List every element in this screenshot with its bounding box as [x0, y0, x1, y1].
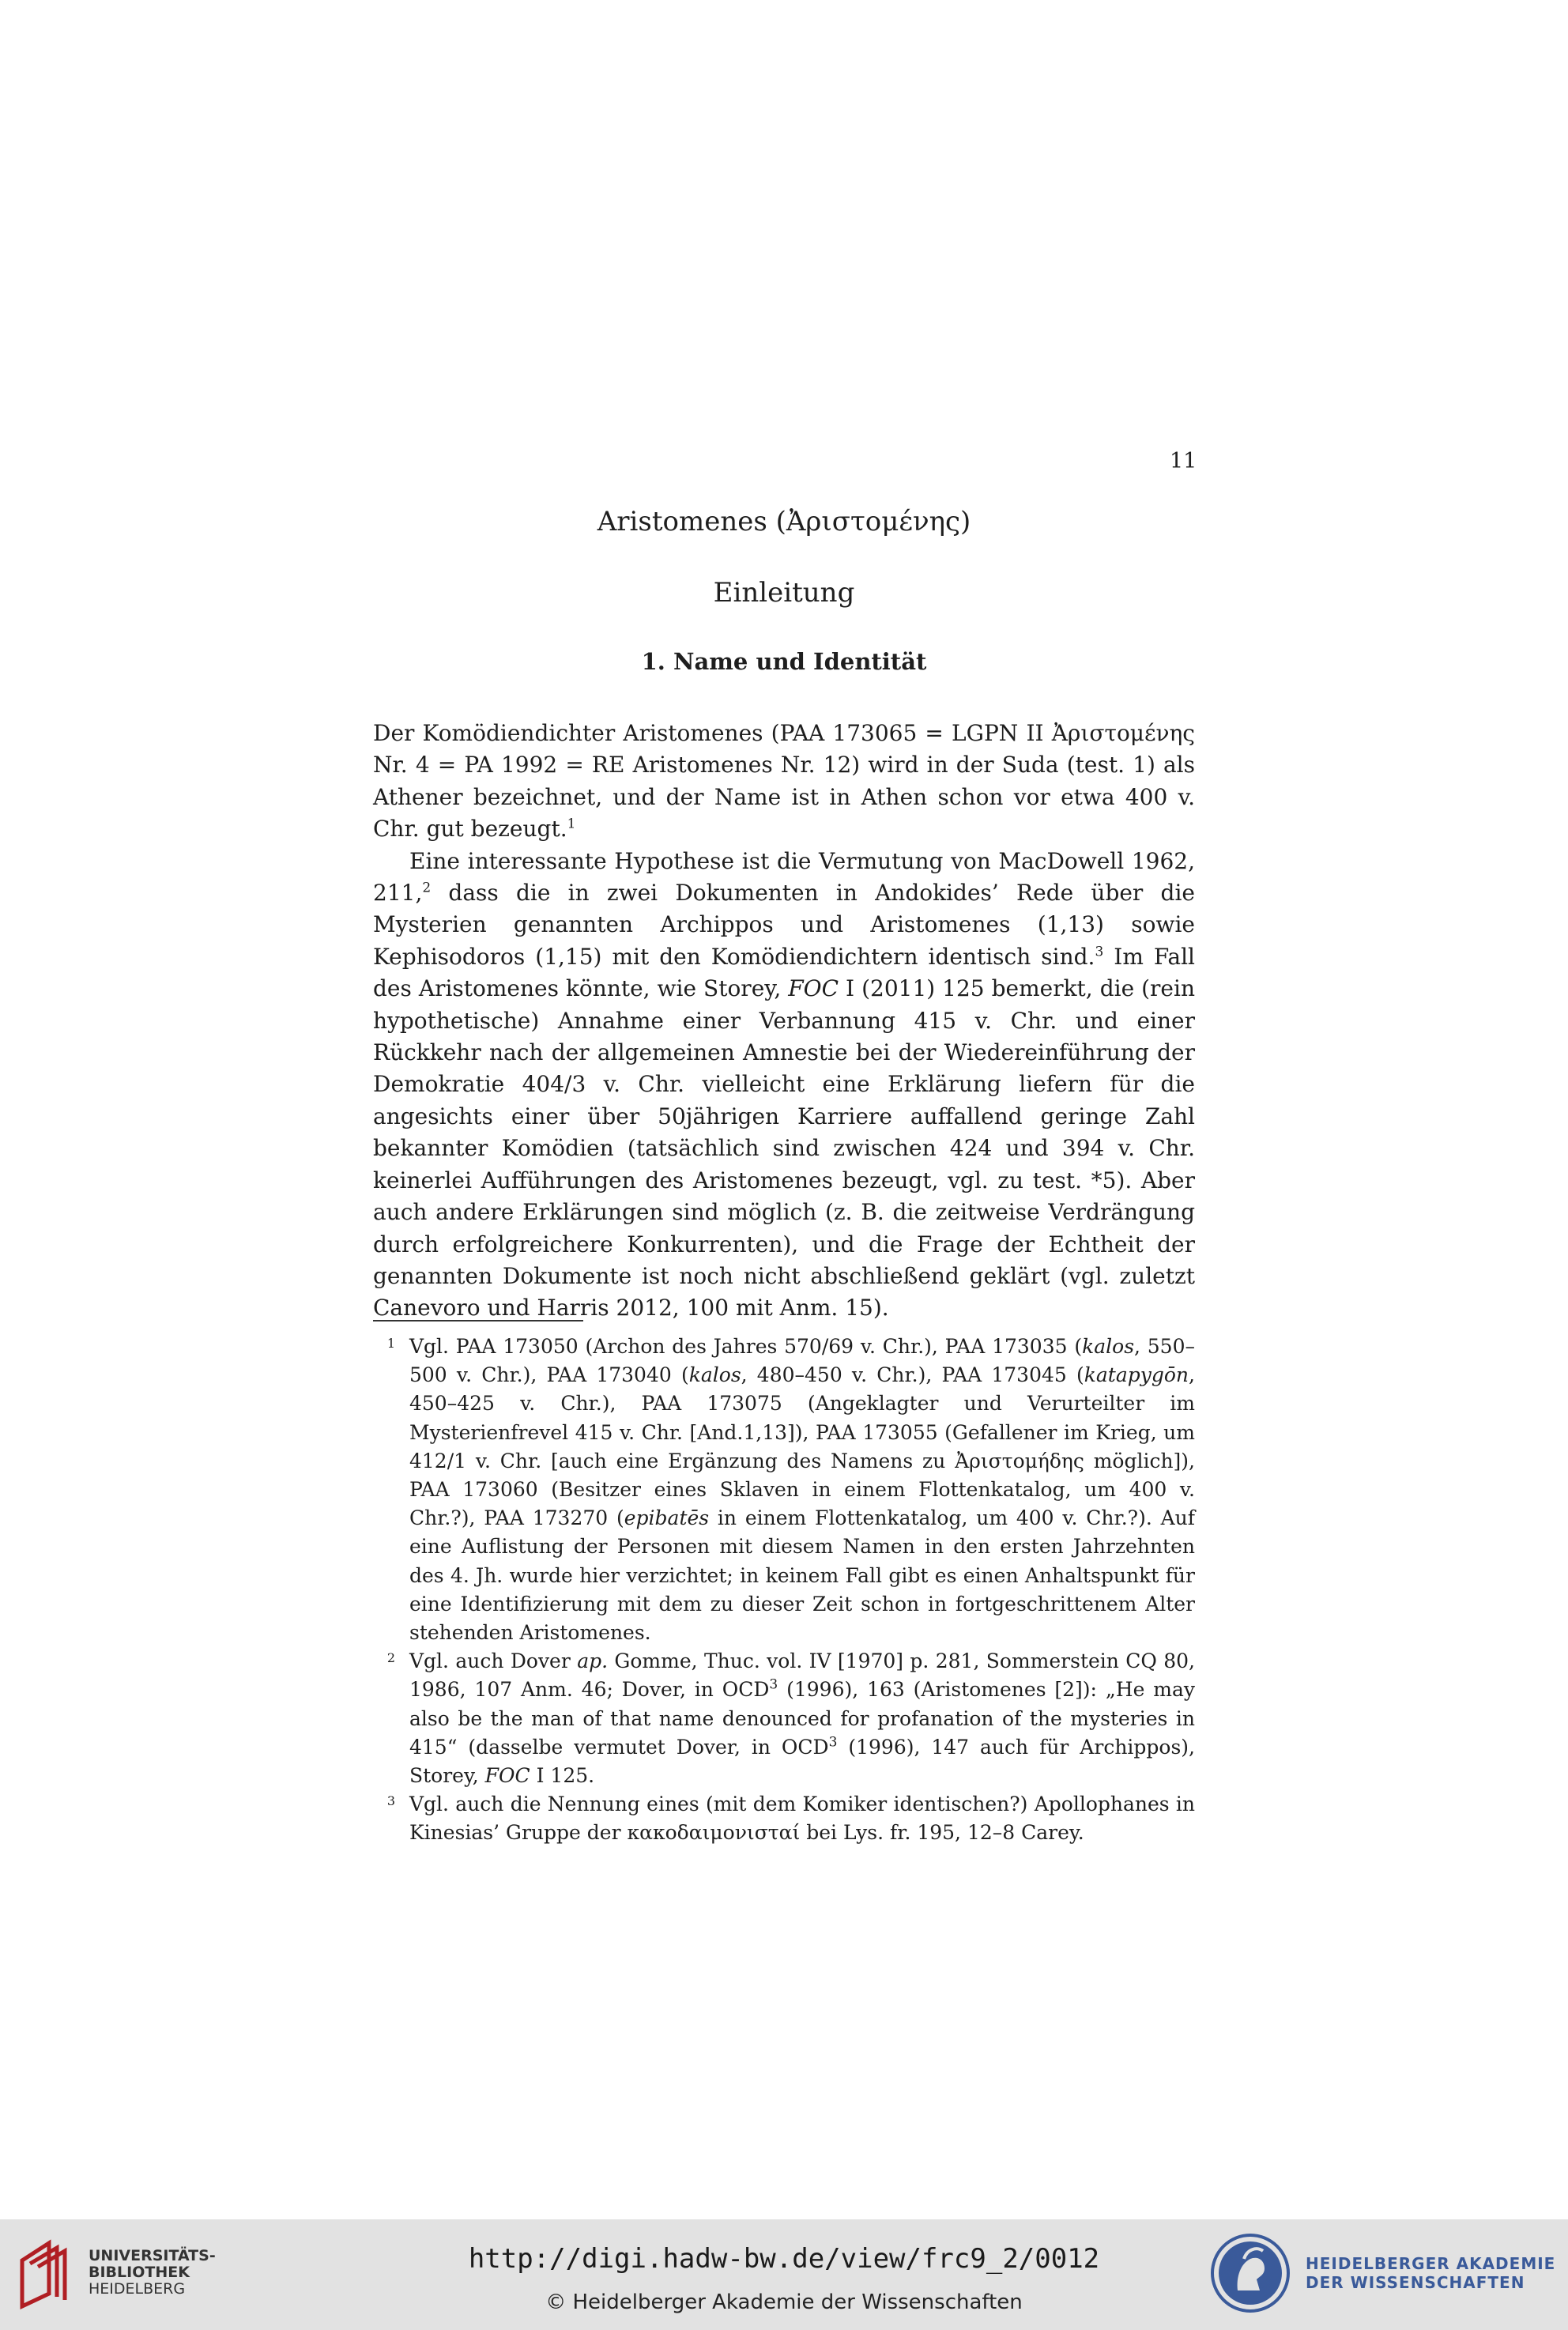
section-heading: Einleitung [713, 577, 855, 609]
footnote-divider [373, 1320, 583, 1321]
footnote-text: Vgl. auch die Nennung eines (mit dem Komiker identischen?) Apollophanes in Kinesias’ Gruppe der κακοδαιμονισταί bei Lys. fr. 195, 12–8 Carey. [409, 1793, 1195, 1845]
footnote-text: Vgl. auch Dover ap. Gomme, Thuc. vol. IV [1970] p. 281, Sommerstein CQ 80, 1986, 107 Anm. 46; Dover, in OCD$^3$ (1996), 163 (Aristomenes [2]): „He may also be the man of that name denounced for profanation of the mysteries in 415“ (dasselbe vermutet Dover, in OCD$^3$ (1996), 147 auch für Archippos), Storey, FOC I 125. [409, 1649, 1195, 1788]
footer-bar [0, 2219, 1568, 2330]
footnote-mark: 3 [386, 1793, 396, 1809]
paragraph-2: Eine interessante Hypothese ist die Vermutung von MacDowell 1962, 211,$^2$ dass die in zwei Dokumenten in Andokides’ Rede über die Mysterien genannten Archippos und Aristomenes (1,13) sowie Kephisodoros (1,15) mit den Komödiendichtern identisch sind.$^3$ Im Fall des Aristomenes könnte, wie Storey, FOC I (2011) 125 bemerkt, die (rein hypothetische) Annahme einer Verbannung 415 v. Chr. und einer Rückkehr nach der allgemeinen Amnestie bei der Wiedereinführung der Demokratie 404/3 v. Chr. vielleicht eine Erklärung liefern für die angesichts einer über 50jährigen Karriere auffallend geringe Zahl bekannter Komödien (tatsächlich sind zwischen 424 und 394 v. Chr. keinerlei Aufführungen des Aristomenes bezeugt, vgl. zu test. *5). Aber auch andere Erklärungen sind möglich (z. B. die zeitweise Verdrängung durch erfolgreichere Konkurrenten), und die Frage der Echtheit der genannten Dokumente ist noch nicht abschließend geklärt (vgl. zuletzt Canevoro und Harris 2012, 100 mit Anm. 15). [373, 847, 1195, 1321]
academy-name[interactable]: HEIDELBERGER AKADEMIE DER WISSENSCHAFTEN [1306, 2254, 1556, 2292]
chapter-title: Aristomenes (Ἀριστομένης) [597, 506, 971, 537]
footnote-mark: 1 [386, 1336, 396, 1351]
library-name[interactable]: UNIVERSITÄTS- BIBLIOTHEK HEIDELBERG [89, 2247, 216, 2298]
footnote-3 [373, 1790, 1195, 1847]
footnote-1 [373, 1333, 1195, 1647]
footnote-text: Vgl. PAA 173050 (Archon des Jahres 570/69 v. Chr.), PAA 173035 (kalos, 550–500 v. Chr.), PAA 173040 (kalos, 480–450 v. Chr.), PAA 173045 (katapygōn, 450–425 v. Chr.), PAA 173075 (Angeklagter und Verurteilter im Mysterienfrevel 415 v. Chr. [And.1,13]), PAA 173055 (Gefallener im Krieg, um 412/1 v. Chr. [auch eine Ergänzung des Namens zu Ἀριστομήδης möglich]), PAA 173060 (Besitzer eines Sklaven in einem Flottenkatalog, um 400 v. Chr.?), PAA 173270 (epibatēs in einem Flottenkatalog, um 400 v. Chr.?). Auf eine Auflistung der Personen mit diesem Namen in den ersten Jahrzehnten des 4. Jh. wurde hier verzichtet; in keinem Fall gibt es einen Anhaltspunkt für eine Identifizierung mit dem zu dieser Zeit schon in fortgeschrittenem Alter stehenden Aristomenes. [409, 1335, 1196, 1645]
footnote-mark: 2 [386, 1650, 396, 1666]
footnotes [373, 1333, 1195, 1848]
page-url-link[interactable]: http://digi.hadw-bw.de/view/frc9_2/0012 [468, 2243, 1100, 2275]
subsection-heading: 1. Name und Identität [641, 648, 927, 675]
athena-seal-logo-icon[interactable] [1209, 2232, 1291, 2314]
body-text [373, 718, 1195, 1325]
page-number: 11 [1170, 449, 1197, 473]
footnote-2 [373, 1647, 1195, 1790]
paragraph-1: Der Komödiendichter Aristomenes (PAA 173065 = LGPN II Ἀριστομένης Nr. 4 = PA 1992 = RE Aristomenes Nr. 12) wird in der Suda (test. 1) als Athener bezeichnet, und der Name ist in Athen schon vor etwa 400 v. Chr. gut bezeugt.$^1$ [373, 720, 1195, 843]
copyright-notice: © Heidelberger Akademie der Wissenschaften [545, 2290, 1023, 2314]
